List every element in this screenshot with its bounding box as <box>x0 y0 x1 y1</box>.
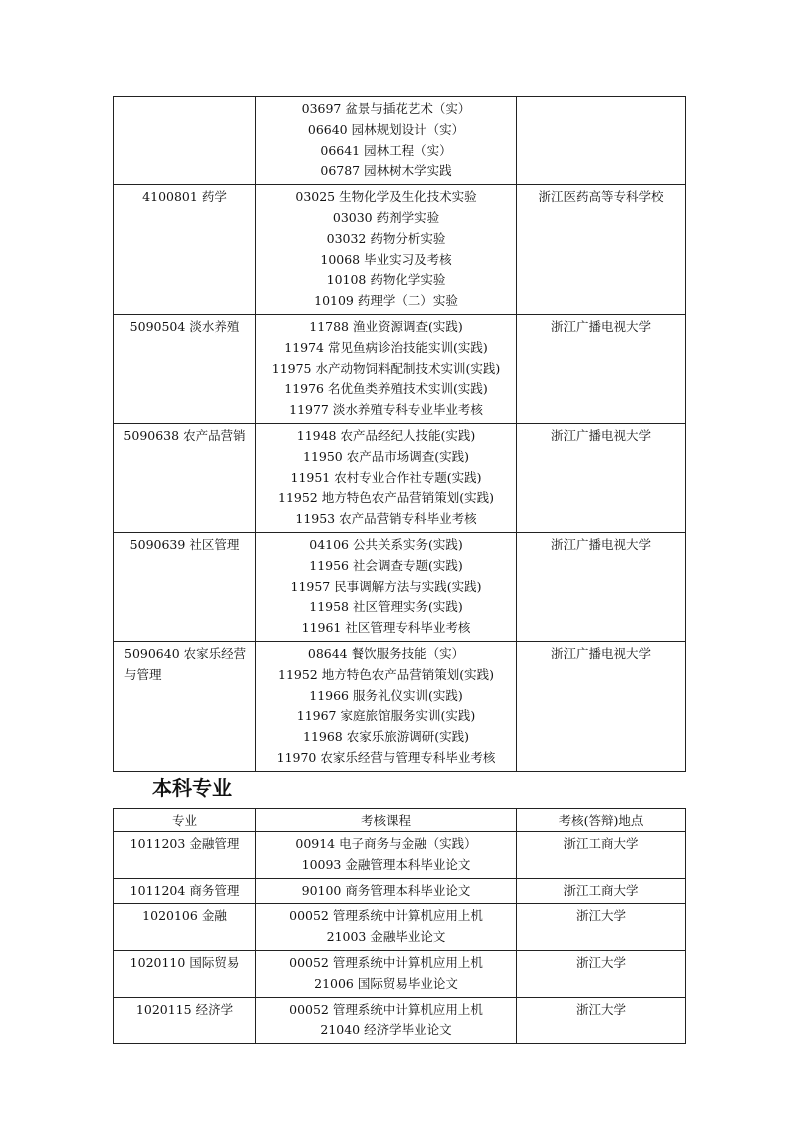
major-cell <box>114 904 256 951</box>
location-cell <box>517 532 686 641</box>
course-item: 08644 餐饮服务技能（实） <box>307 645 465 661</box>
course-item: 21040 经济学毕业论文 <box>320 1022 452 1038</box>
course-item: 03032 药物分析实验 <box>326 230 446 246</box>
undergraduate-exam-table-body <box>114 832 686 1044</box>
course-item: 10108 药物化学实验 <box>326 272 446 288</box>
location-cell <box>517 950 686 997</box>
location-cell <box>517 185 686 315</box>
exam-location: 浙江广播电视大学 <box>550 318 651 334</box>
course-item: 21003 金融毕业论文 <box>326 929 446 945</box>
course-item: 00914 电子商务与金融（实践） <box>295 836 477 851</box>
course-item: 10068 毕业实习及考核 <box>320 251 452 267</box>
course-item: 06787 园林树木学实践 <box>320 163 452 179</box>
course-item: 11966 服务礼仪实训(实践) <box>309 687 463 703</box>
location-cell <box>517 641 686 771</box>
exam-location: 浙江工商大学 <box>563 882 639 898</box>
table-header-row <box>114 809 686 832</box>
course-item: 11951 农村专业合作社专题(实践) <box>290 469 482 485</box>
course-item: 11958 社区管理实务(实践) <box>309 599 463 615</box>
course-item: 10109 药理学（二）实验 <box>314 293 458 309</box>
table-row <box>114 314 686 423</box>
exam-location: 浙江大学 <box>575 954 626 970</box>
course-item: 03697 盆景与插花艺术（实） <box>301 101 471 116</box>
table-row <box>114 878 686 904</box>
course-item: 06641 园林工程（实） <box>320 142 452 158</box>
major-name: 5090639 社区管理 <box>129 536 240 552</box>
course-item: 00052 管理系统中计算机应用上机 <box>289 954 483 970</box>
undergraduate-exam-table <box>113 808 686 1044</box>
courses-cell <box>256 423 517 532</box>
course-item: 11970 农家乐经营与管理专科毕业考核 <box>276 749 496 765</box>
exam-location: 浙江广播电视大学 <box>550 536 651 552</box>
header-location: 考核(答辩)地点 <box>517 809 686 832</box>
course-item: 03030 药剂学实验 <box>332 209 440 225</box>
course-item: 00052 管理系统中计算机应用上机 <box>289 908 483 924</box>
header-courses: 考核课程 <box>256 809 517 832</box>
course-item: 00052 管理系统中计算机应用上机 <box>289 1001 483 1017</box>
table-row <box>114 832 686 879</box>
table-row <box>114 97 686 185</box>
exam-location: 浙江大学 <box>575 1001 626 1017</box>
table-row <box>114 950 686 997</box>
course-item: 04106 公共关系实务(实践) <box>309 536 463 552</box>
continued-exam-table <box>113 96 686 772</box>
course-item: 11950 农产品市场调查(实践) <box>303 448 469 464</box>
exam-location: 浙江广播电视大学 <box>550 645 651 661</box>
course-item: 11974 常见鱼病诊治技能实训(实践) <box>284 339 488 355</box>
major-name: 5090638 农产品营销 <box>123 427 246 443</box>
header-major: 专业 <box>114 809 256 832</box>
section-title-undergraduate: 本科专业 <box>152 776 232 800</box>
location-cell <box>517 97 686 185</box>
major-name: 1011204 商务管理 <box>129 882 240 898</box>
major-name: 1020106 金融 <box>142 908 227 924</box>
major-cell <box>114 423 256 532</box>
courses-cell <box>256 950 517 997</box>
course-item: 11953 农产品营销专科毕业考核 <box>295 511 477 527</box>
course-item: 11976 名优鱼类养殖技术实训(实践) <box>284 381 488 397</box>
location-cell <box>517 997 686 1044</box>
exam-location: 浙江大学 <box>575 908 626 924</box>
course-item: 11952 地方特色农产品营销策划(实践) <box>278 666 494 682</box>
location-cell <box>517 832 686 879</box>
major-cell <box>114 832 256 879</box>
course-item: 10093 金融管理本科毕业论文 <box>301 856 471 872</box>
courses-cell <box>256 878 517 904</box>
table-row <box>114 423 686 532</box>
table-row <box>114 997 686 1044</box>
location-cell <box>517 314 686 423</box>
course-item: 11957 民事调解方法与实践(实践) <box>290 578 482 594</box>
course-item: 21006 国际贸易毕业论文 <box>314 975 458 991</box>
exam-location: 浙江工商大学 <box>563 836 639 851</box>
course-item: 11975 水产动物饲料配制技术实训(实践) <box>271 360 501 376</box>
courses-cell <box>256 97 517 185</box>
major-name: 5090640 农家乐经营 <box>124 645 247 661</box>
table-row <box>114 904 686 951</box>
major-name: 5090504 淡水养殖 <box>129 318 240 334</box>
course-item: 90100 商务管理本科毕业论文 <box>301 882 471 898</box>
course-item: 03025 生物化学及生化技术实验 <box>295 189 477 205</box>
table-row <box>114 532 686 641</box>
major-cell <box>114 532 256 641</box>
major-name: 1011203 金融管理 <box>129 836 240 851</box>
location-cell <box>517 878 686 904</box>
major-cell <box>114 950 256 997</box>
course-item: 11961 社区管理专科毕业考核 <box>301 620 471 636</box>
courses-cell <box>256 314 517 423</box>
continued-exam-table-body <box>114 97 686 772</box>
major-cell <box>114 97 256 185</box>
major-name: 1020115 经济学 <box>135 1001 234 1017</box>
courses-cell <box>256 832 517 879</box>
courses-cell <box>256 185 517 315</box>
course-item: 11788 渔业资源调查(实践) <box>309 318 463 334</box>
location-cell <box>517 423 686 532</box>
exam-location: 浙江医药高等专科学校 <box>538 189 664 205</box>
major-name: 1020110 国际贸易 <box>129 954 240 970</box>
major-cell <box>114 641 256 771</box>
table-row <box>114 641 686 771</box>
course-item: 06640 园林规划设计（实） <box>307 121 465 137</box>
major-cell <box>114 878 256 904</box>
courses-cell <box>256 641 517 771</box>
courses-cell <box>256 997 517 1044</box>
course-item: 11968 农家乐旅游调研(实践) <box>303 729 469 745</box>
course-item: 11967 家庭旅馆服务实训(实践) <box>296 708 476 724</box>
courses-cell <box>256 532 517 641</box>
course-item: 11956 社会调查专题(实践) <box>309 557 463 573</box>
courses-cell <box>256 904 517 951</box>
major-name: 与管理 <box>124 666 162 682</box>
major-name: 4100801 药学 <box>142 189 227 205</box>
course-item: 11948 农产品经纪人技能(实践) <box>296 427 476 443</box>
major-cell <box>114 185 256 315</box>
course-item: 11977 淡水养殖专科专业毕业考核 <box>289 402 483 418</box>
exam-location: 浙江广播电视大学 <box>550 427 651 443</box>
course-item: 11952 地方特色农产品营销策划(实践) <box>278 490 494 506</box>
location-cell <box>517 904 686 951</box>
table-row <box>114 185 686 315</box>
major-cell <box>114 997 256 1044</box>
major-cell <box>114 314 256 423</box>
